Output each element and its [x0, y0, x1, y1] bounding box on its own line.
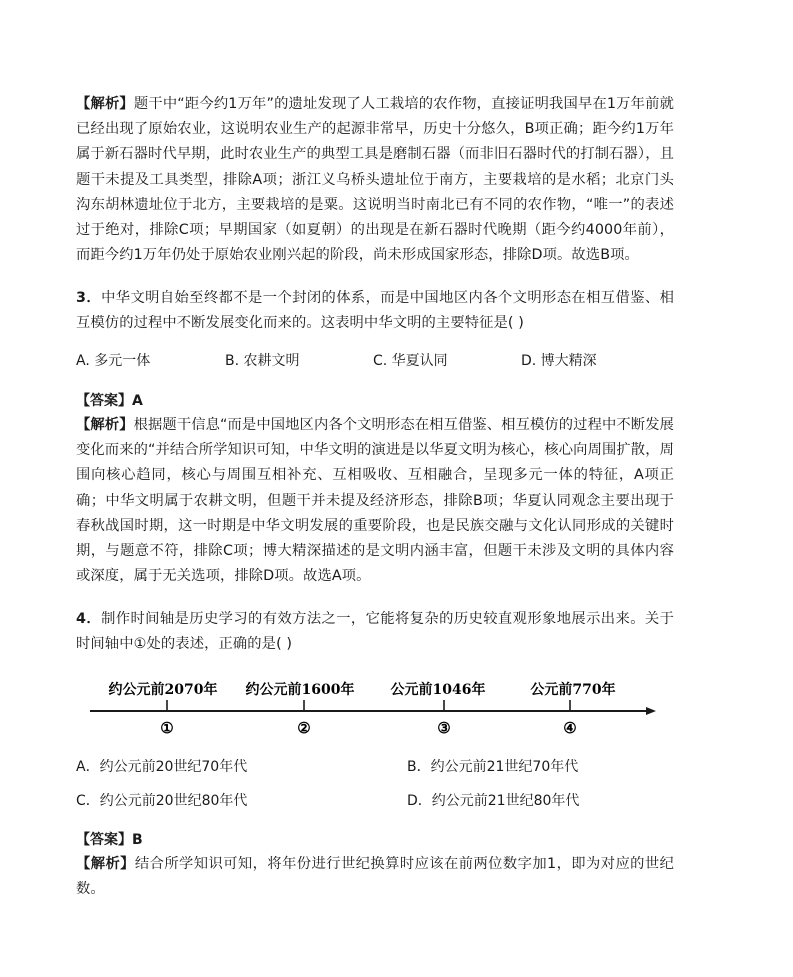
analysis-text: 结合所学知识可知，将年份进行世纪换算时应该在前两位数字加1，即为对应的世纪数。	[76, 856, 674, 898]
q3-option-c[interactable]: C. 华夏认同	[373, 353, 448, 369]
q3-answer: 【答案】A	[76, 393, 143, 409]
analysis-tag: 【解析】	[76, 856, 135, 872]
timeline-marker-3: ③	[437, 719, 451, 737]
question-text: 中华文明自始至终都不是一个封闭的体系，而是中国地区内各个文明形态在相互借鉴、相互模仿的过程中不断发展变化而来的。这表明中华文明的主要特征是( )	[76, 290, 674, 332]
timeline-label-1: 约公元前2070年	[108, 682, 218, 698]
timeline-marker-2: ②	[297, 719, 311, 737]
analysis-tag: 【解析】	[76, 417, 134, 433]
timeline-marker-1: ①	[160, 719, 174, 737]
question-text: 制作时间轴是历史学习的有效方法之一，它能将复杂的历史较直观形象地展示出来。关于时间轴中①处的表述，正确的是( )	[76, 611, 674, 653]
analysis-paragraph-q4	[76, 852, 674, 902]
analysis-tag: 【解析】	[76, 96, 134, 112]
q4-answer: 【答案】B	[76, 832, 143, 848]
question-3-stem	[76, 286, 674, 336]
analysis-paragraph-q3	[76, 413, 674, 589]
q4-option-c[interactable]: C．约公元前20世纪80年代	[76, 793, 248, 809]
timeline-figure	[0, 670, 793, 740]
q3-option-d[interactable]: D. 博大精深	[521, 353, 597, 369]
analysis-paragraph-q2	[76, 92, 674, 268]
q4-option-a[interactable]: A．约公元前20世纪70年代	[76, 759, 248, 775]
timeline-arrow-head	[646, 707, 656, 715]
analysis-text: 题干中“距今约1万年”的遗址发现了人工栽培的农作物，直接证明我国早在1万年前就已经出现了原始农业，这说明农业生产的起源非常早，历史十分悠久，B项正确；距今约1万年属于新石器时代早期，此时农业生产的典型工具是磨制石器（而非旧石器时代的打制石器），且题干未提及工具类型，排除A项；浙江义乌桥头遗址位于南方，主要栽培的是水稻；北京门头沟东胡林遗址位于北方，主要栽培的是粟。这说明当时南北已有不同的农作物，“唯一”的表述过于绝对，排除C项；早期国家（如夏朝）的出现是在新石器时代晚期（距今约4000年前），而距今约1万年仍处于原始农业刚兴起的阶段，尚未形成国家形态，排除D项。故选B项。	[76, 96, 674, 264]
question-4-stem	[76, 607, 674, 657]
analysis-text: 根据题干信息“而是中国地区内各个文明形态在相互借鉴、相互模仿的过程中不断发展变化而来的“并结合所学知识可知，中华文明的演进是以华夏文明为核心，核心向周围扩散，周围向核心趋同，核心与周围互相补充、互相吸收、互相融合，呈现多元一体的特征，A项正确；中华文明属于农耕文明，但题干并未提及经济形态，排除B项；华夏认同观念主要出现于春秋战国时期，这一时期是中华文明发展的重要阶段，也是民族交融与文化认同形成的关键时期，与题意不符，排除C项；博大精深描述的是文明内涵丰富，但题干未涉及文明的具体内容或深度，属于无关选项，排除D项。故选A项。	[76, 417, 674, 585]
timeline-label-2: 约公元前1600年	[245, 682, 355, 698]
q3-option-b[interactable]: B. 农耕文明	[225, 353, 300, 369]
question-number: 3．	[76, 290, 102, 306]
question-number: 4．	[76, 611, 102, 627]
q4-option-b[interactable]: B．约公元前21世纪70年代	[407, 759, 579, 775]
timeline-label-4: 公元前770年	[530, 682, 616, 698]
q3-option-a[interactable]: A. 多元一体	[76, 353, 151, 369]
timeline-marker-4: ④	[563, 719, 577, 737]
q4-option-d[interactable]: D．约公元前21世纪80年代	[407, 793, 580, 809]
timeline-label-3: 公元前1046年	[390, 682, 486, 698]
